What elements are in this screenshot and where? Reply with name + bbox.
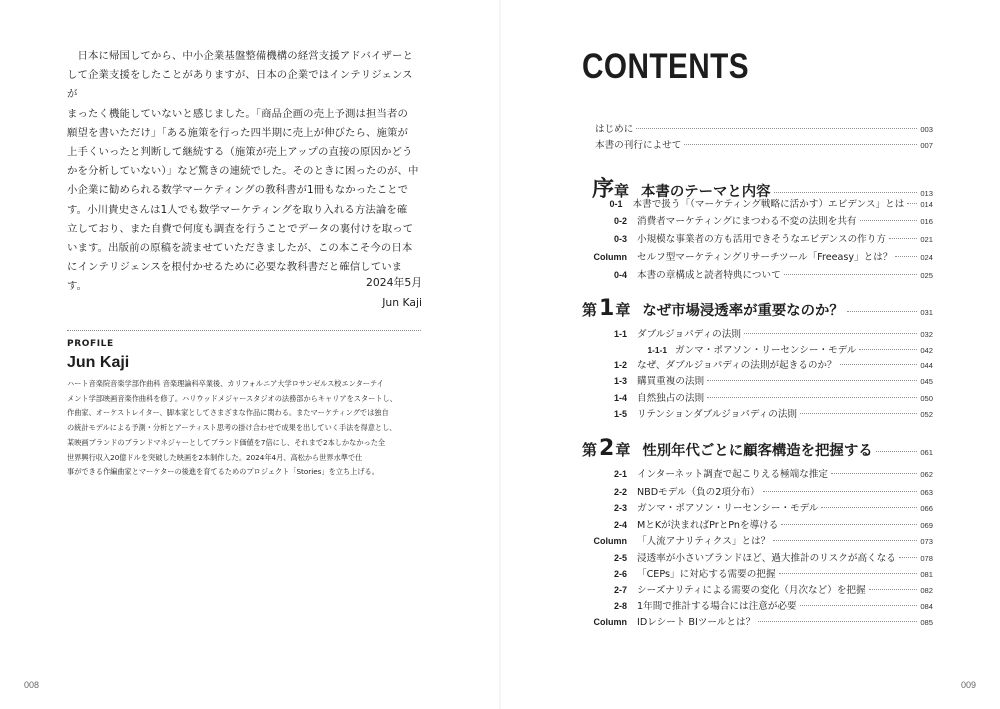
dot-leader: [779, 573, 918, 574]
toc-entry[interactable]: [580, 267, 933, 281]
page-number: 066: [920, 504, 933, 513]
toc-front-item[interactable]: [595, 137, 933, 151]
chapter-title: なぜ市場浸透率が重要なのか？: [642, 303, 844, 319]
toc-front-title: はじめに: [595, 124, 634, 135]
toc-entry[interactable]: [580, 550, 933, 564]
page-number: 013: [920, 189, 933, 198]
page-number: 024: [920, 253, 933, 262]
profile-name: Jun Kaji: [67, 354, 130, 371]
section-title: 自然独占の法則: [637, 393, 705, 404]
intro-line: にインテリジェンスを根付かせるために必要な教科書だと確信しています。: [67, 261, 403, 293]
section-number: 2-6: [613, 569, 627, 579]
profile-line: 某映画ブランドのブランドマネジャーとしてブランド価値を7倍にし、それまで2本しかなかった全: [67, 437, 386, 447]
intro-line: います。出版前の原稿を読ませていただきましたが、この本こそ今の日本: [67, 242, 413, 255]
toc-entry[interactable]: [580, 598, 933, 612]
toc-entry[interactable]: [580, 406, 933, 420]
dot-leader: [840, 364, 918, 365]
dot-leader: [781, 524, 917, 525]
page-number: 014: [920, 200, 933, 209]
intro-line: 日本に帰国してから、中小企業基盤整備機構の経営支援アドバイザーと: [67, 50, 413, 62]
page-number: 081: [920, 570, 933, 579]
intro-line: 小企業に勧められる数学マーケティングの教科書が1冊もなかったことで: [67, 184, 409, 197]
section-title: 浸透率が小さいブランドほど、過大推計のリスクが高くなる: [637, 553, 896, 564]
dot-leader: [773, 540, 917, 541]
section-title: 本書で扱う「（マーケティング戦略に活かす）エビデンス」とは: [632, 199, 905, 210]
section-title: 「人流アナリティクス」とは？: [637, 536, 771, 547]
page-number: 085: [920, 618, 933, 627]
page-number: 003: [920, 125, 933, 134]
section-number: 1-1-1: [647, 345, 667, 355]
chapter-heading[interactable]: [582, 296, 933, 321]
dot-leader: [907, 203, 917, 204]
dot-leader: [784, 274, 918, 275]
dot-leader: [744, 333, 917, 334]
section-number: 2-5: [613, 553, 627, 563]
dot-leader: [899, 557, 917, 558]
chapter-label: [582, 296, 630, 321]
dot-leader: [859, 349, 917, 350]
section-number: 1-4: [613, 393, 627, 403]
profile-line: 作曲家、オーケストレイター、脚本家としてさまざまな作品に関わる。またマーケティングでは独自: [67, 408, 389, 418]
page-number: 082: [920, 586, 933, 595]
chapter-label-suffix: 章: [615, 441, 631, 459]
section-title: インターネット調査で起こりえる極端な推定: [637, 469, 829, 480]
section-number: 2-1: [613, 469, 627, 479]
chapter-label-suffix: 章: [615, 301, 631, 319]
section-number: 2-3: [613, 503, 627, 513]
toc-entry[interactable]: [580, 484, 933, 498]
toc-entry[interactable]: [580, 326, 933, 340]
page-number: 044: [920, 361, 933, 370]
profile-heading: PROFILE: [67, 339, 114, 349]
chapter-label: [582, 436, 630, 461]
toc-entry[interactable]: [580, 614, 933, 628]
intro-text: [67, 47, 422, 297]
dot-leader: [636, 128, 917, 129]
profile-line: ハート音楽院音楽学部作曲科 音楽理論科卒業後、カリフォルニア大学ロサンゼルス校エンターテイ: [67, 379, 384, 388]
dot-leader: [860, 220, 918, 221]
intro-line: まったく機能していないと感じました。「商品企画の売上予測は担当者の: [67, 107, 408, 120]
toc-entry[interactable]: [580, 390, 933, 404]
section-number: 1-3: [613, 376, 627, 386]
section-title: 小規模な事業者の方も活用できそうなエビデンスの作り方: [637, 234, 886, 245]
section-title: リテンションダブルジョパディの法則: [637, 409, 798, 420]
dot-leader: [800, 605, 918, 606]
page-number: 045: [920, 377, 933, 386]
section-title: シーズナリティによる需要の変化（月次など）を把握: [637, 585, 866, 596]
profile-body: [67, 377, 425, 480]
toc-entry[interactable]: [580, 517, 933, 531]
page-number: 016: [920, 217, 933, 226]
section-number: 0-2: [613, 216, 627, 226]
page-number: 021: [920, 235, 933, 244]
chapter-label-prefix: 第: [582, 301, 598, 319]
section-number: Column: [593, 536, 627, 546]
section-number: 1-5: [613, 409, 627, 419]
profile-divider: [67, 330, 421, 331]
date: 2024年5月: [366, 276, 422, 289]
dot-leader: [847, 311, 918, 312]
page-number: 078: [920, 554, 933, 563]
chapter-number: 1: [599, 296, 615, 321]
section-number: Column: [593, 617, 627, 627]
section-number: 2-2: [613, 487, 627, 497]
intro-line: 上手くいったと判断して継続する（施策が売上アップの直接の原因かどう: [67, 146, 413, 159]
dot-leader: [869, 589, 918, 590]
profile-line: メント学部映画音楽作曲科を修了。ハリウッドメジャースタジオの法務部からキャリアをスタートし、: [67, 393, 397, 403]
page-number: 084: [920, 602, 933, 611]
section-title: NBDモデル（負の2項分布）: [637, 487, 760, 498]
page-number: 007: [920, 141, 933, 150]
section-title: ダブルジョパディの法則: [637, 329, 741, 340]
section-title: MとKが決まればPrとPnを導ける: [637, 520, 779, 531]
section-number: 2-8: [613, 601, 627, 611]
dot-leader: [763, 491, 918, 492]
intro-line: す。小川貴史さんは1人でも数学マーケティングを取り入れる方法論を確: [67, 203, 408, 216]
chapter-number: 2: [599, 436, 615, 461]
contents-title: CONTENTS: [582, 47, 750, 86]
section-title: ガンマ・ポアソン・リーセンシー・モデル: [637, 503, 819, 514]
dot-leader: [800, 413, 917, 414]
section-number: 0-4: [613, 270, 627, 280]
intro-line: かを分析していない）」など驚きの連続でした。そのときに困ったのが、中: [67, 165, 419, 178]
toc-entry[interactable]: [580, 373, 933, 387]
dot-leader: [707, 380, 917, 381]
chapter-title: 性別年代ごとに顧客構造を把握する: [642, 443, 873, 459]
signature: Jun Kaji: [382, 296, 422, 309]
section-number: Column: [593, 252, 627, 262]
section-title: 本書の章構成と読者特典について: [637, 270, 781, 281]
dot-leader: [889, 238, 917, 239]
section-number: 2-4: [613, 520, 627, 530]
section-number: 0-3: [613, 234, 627, 244]
section-number: 1-2: [613, 360, 627, 370]
dot-leader: [758, 621, 917, 622]
toc-entry[interactable]: [580, 500, 933, 514]
dot-leader: [895, 256, 917, 257]
section-number: 2-7: [613, 585, 627, 595]
section-title: なぜ、ダブルジョパディの法則が起きるのか？: [637, 360, 837, 371]
dot-leader: [821, 507, 917, 508]
toc-front-title: 本書の刊行によせて: [595, 140, 682, 151]
page-number-left: 008: [24, 680, 40, 690]
toc-entry[interactable]: [580, 196, 933, 210]
page-number: 073: [920, 537, 933, 546]
page-number: 031: [920, 308, 933, 317]
page-number: 063: [920, 488, 933, 497]
section-title: ガンマ・ポアソン・リーセンシー・モデル: [675, 345, 857, 356]
chapter-label-suffix: 章: [614, 182, 630, 200]
intro-line: して企業支援をしたことがありますが、日本の企業ではインテリジェンスが: [67, 69, 413, 101]
toc-entry[interactable]: [580, 231, 933, 245]
profile-line: 世界興行収入20億ドルを突破した映画を2本制作した。2024年4月、高松から世界水準で仕: [67, 452, 363, 462]
dot-leader: [774, 192, 918, 193]
profile-line: 事ができる作編曲家とマーケターの後進を育てるためのプロジェクト「Stories」を立ち上げる。: [67, 467, 379, 477]
page-number: 052: [920, 410, 933, 419]
section-title: 「CEPs」に対応する需要の把握: [637, 569, 776, 580]
toc-entry[interactable]: [580, 566, 933, 580]
section-number: 1-1: [613, 329, 627, 339]
toc-entry[interactable]: [580, 213, 933, 227]
section-title: 消費者マーケティングにまつわる不変の法則を共有: [637, 216, 857, 227]
intro-line: 願望を書いただけ」「ある施策を行った四半期に売上が伸びたら、施策が: [67, 126, 408, 139]
dot-leader: [684, 144, 917, 145]
chapter-number: 序: [592, 177, 615, 202]
chapter-heading[interactable]: [582, 436, 933, 461]
page-number: 062: [920, 470, 933, 479]
page-number-right: 009: [960, 680, 976, 690]
section-title: IDレシート BIツールとは？: [637, 617, 756, 628]
section-title: セルフ型マーケティングリサーチツール「Freeasy」とは？: [637, 252, 893, 263]
right-page: [500, 0, 1000, 709]
page-number: 050: [920, 394, 933, 403]
dot-leader: [707, 397, 917, 398]
dot-leader: [876, 451, 918, 452]
page-number: 069: [920, 521, 933, 530]
page-number: 042: [920, 346, 933, 355]
toc-entry[interactable]: [580, 466, 933, 480]
toc-front-item[interactable]: [595, 121, 933, 135]
page-number: 061: [920, 448, 933, 457]
toc-entry[interactable]: [580, 357, 933, 371]
section-title: 購買重複の法則: [637, 376, 705, 387]
page-number: 025: [920, 271, 933, 280]
toc-entry[interactable]: [580, 582, 933, 596]
toc-entry[interactable]: [580, 249, 933, 263]
section-number: 0-1: [609, 199, 623, 209]
page-number: 032: [920, 330, 933, 339]
section-title: 1年間で推計する場合には注意が必要: [637, 601, 797, 612]
chapter-title: 本書のテーマと内容: [641, 184, 771, 200]
intro-line: 立しており、また自費で何度も調査を行うことでデータの裏付けを取って: [67, 222, 414, 235]
dot-leader: [831, 473, 917, 474]
chapter-label-prefix: 第: [582, 441, 598, 459]
toc-entry[interactable]: [580, 342, 933, 356]
toc-entry[interactable]: [580, 533, 933, 547]
profile-line: の統計モデルによる予測・分析とアーティスト思考の掛け合わせで成果を出していく手法を得意とし、: [67, 423, 397, 433]
